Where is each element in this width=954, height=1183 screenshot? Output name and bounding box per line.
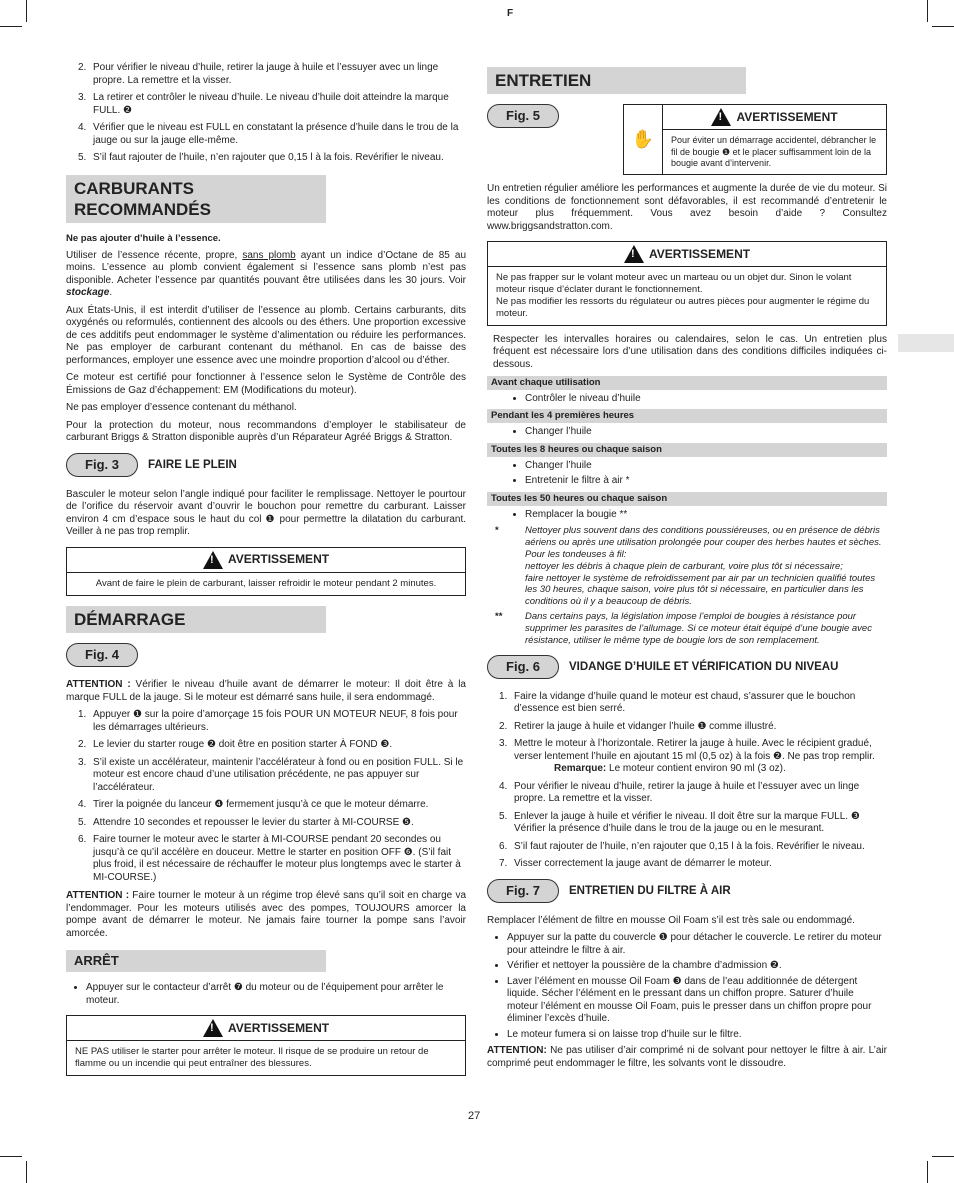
list-item: 2. Retirer la jauge à huile et vidanger l’huile ❶ comme illustré. — [499, 720, 777, 732]
section-title-fuel: CARBURANTS RECOMMANDÉS — [66, 175, 326, 224]
list-item: • Le moteur fumera si on laisse trop d’huile sur le filtre. — [507, 1029, 887, 1042]
list-item: 1. Faire la vidange d’huile quand le moteur est chaud, s’assurer que le bouchon d’essence est bien serré. — [499, 690, 856, 715]
schedule-items — [487, 393, 887, 406]
fig-heading: VIDANGE D’HUILE ET VÉRIFICATION DU NIVEAU — [569, 660, 839, 673]
left-column — [66, 62, 466, 1084]
schedule-header: Toutes les 50 heures ou chaque saison — [487, 492, 887, 506]
section-title-maintenance: ENTRETIEN — [487, 67, 746, 94]
list-item: • Vérifier et nettoyer la poussière de la chambre d’admission ❷. — [507, 960, 887, 973]
warning-text: NE PAS utiliser le starter pour arrêter le moteur. Il risque de se produire un retour de flamme ou un incendie qui peut entraîner des blessures. — [75, 1046, 429, 1070]
warning-text: Avant de faire le plein de carburant, laisser refroidir le moteur pendant 2 minutes. — [95, 577, 437, 589]
fig5-left — [487, 104, 623, 175]
list-item: 7. Visser correctement la jauge avant de démarrer le moteur. — [499, 858, 772, 870]
list-item: • Contrôler le niveau d’huile — [525, 393, 887, 406]
drain-steps — [487, 691, 887, 871]
footnote: * Nettoyer plus souvent dans des conditions poussiéreuses, ou en présence de débris aériens ou après une utilisation prolongée pour couper des herbes hautes et sèches. Pour les tondeuses à fil: nettoyer les débris à chaque plein de carburant, voire plus tôt si nécessaire; faire nettoyer le système de refroidissement par air par un technicien qualifié toutes les 30 heures, chaque saison, voire plus tôt si nécessaire, en particulier dans les conditions où il y a beaucoup de débris. — [495, 525, 882, 608]
filter-list — [487, 932, 887, 1041]
crop-mark — [26, 0, 27, 22]
list-item: • Changer l’huile — [525, 426, 887, 439]
respect-paragraph: Respecter les intervalles horaires ou calendaires, selon le cas. Un entretien plus fréquent est nécessaire lors d’une utilisation dans des conditions difficiles indiquées ci-dessous. — [493, 333, 887, 370]
schedule-header: Avant chaque utilisation — [487, 376, 887, 390]
fig5-warning-content — [663, 105, 886, 174]
crop-mark — [927, 1161, 928, 1183]
fill-paragraph: Basculer le moteur selon l’angle indiqué pour faciliter le remplissage. Nettoyer le pourtour de l’orifice du réservoir avant d’ouvrir le bouchon pour remettre du carburant. Laisser environ 4 cm d’espace sous le haut du col ❶ pour permettre la dilatation du carburant. Veiller à ne pas trop remplir. — [66, 488, 466, 538]
section-title-start: DÉMARRAGE — [66, 606, 326, 633]
fuel-paragraph: Utiliser de l’essence récente, propre, sans plomb ayant un indice d’Octane de 85 au moins. L’essence au plomb convient également si l’essence sans plomb n’est pas disponible. Acheter l’essence par quantités pouvant être utilisées dans les 30 jours. Voir stockage. — [66, 249, 467, 299]
list-item: 3. Mettre le moteur à l’horizontale. Retirer la jauge à huile. Avec le récipient gradué, verser lentement l’huile en ajoutant 15 ml (0,5 oz) à la fois ❷. Ne pas trop remplir. Remarque: Le moteur contient environ 90 ml (3 oz). — [499, 738, 875, 775]
fig6-row — [487, 655, 887, 679]
fuel-paragraph: Ne pas employer d’essence contenant du méthanol. — [66, 402, 297, 414]
fuel-paragraph: Pour la protection du moteur, nous recommandons d’employer le stabilisateur de carburant Briggs & Stratton disponible auprès d’un Réparateur Agréé Briggs & Stratton. — [66, 419, 466, 444]
list-item: 4. Tirer la poignée du lanceur ❹ fermement jusqu’à ce que le moteur démarre. — [78, 799, 429, 810]
attention-note: ATTENTION : Faire tourner le moteur à un régime trop élevé sans qu’il soit en charge va l’endommager. Pour les moteurs utilisés avec des pompes, TOUJOURS amorcer la pompe avant de démarrer le moteur. Ne jamais faire tourner la pompe sans l’avoir amorcée. — [66, 890, 466, 939]
crop-mark — [932, 1156, 954, 1157]
warning-text: Pour éviter un démarrage accidentel, débrancher le fil de bougie ❶ et le placer suffisamment loin de la bougie avant d’intervenir. — [671, 135, 877, 168]
list-item: 5. Enlever la jauge à huile et vérifier le niveau. Il doit être sur la marque FULL. ❸ Vérifier la présence d’huile dans le trou de la jauge ou en le mesurant. — [499, 810, 860, 835]
warning-icon: ! — [203, 551, 223, 569]
footnote: ** Dans certains pays, la législation impose l’emploi de bougies à résistance pour supprimer les parasites de l’allumage. Si ce moteur était équipé d’une bougie avec résistance, utiliser le même type de bougie lors de son remplacement. — [495, 611, 872, 646]
start-steps — [66, 709, 466, 884]
fig-heading: ENTRETIEN DU FILTRE À AIR — [569, 884, 731, 897]
crop-mark — [927, 0, 928, 22]
schedule-header: Pendant les 4 premières heures — [487, 409, 887, 423]
page-number: 27 — [468, 1110, 481, 1122]
list-item: • Changer l’huile — [525, 460, 887, 473]
list-item: 6. S’il faut rajouter de l’huile, n’en rajouter que 0,15 l à la fois. Revérifier le niveau. — [499, 840, 865, 852]
header-letter: F — [507, 8, 514, 19]
warning-icon: ! — [203, 1019, 223, 1037]
fuel-paragraph: Ce moteur est certifié pour fonctionner à l’essence selon le Système de Contrôle des Émissions de Gaz d’échappement: EM (Modifications du moteur). — [66, 372, 466, 396]
crop-mark — [932, 26, 954, 27]
spark-plug-icon: ✋ — [624, 105, 663, 174]
fig4-row — [66, 643, 466, 667]
fuel-bold: Ne pas ajouter d’huile à l’essence. — [66, 233, 221, 244]
filter-paragraph: Remplacer l’élément de filtre en mousse Oil Foam s’il est très sale ou endommagé. — [487, 914, 855, 926]
schedule-header: Toutes les 8 heures ou chaque saison — [487, 443, 887, 457]
section-title-stop: ARRÊT — [66, 950, 326, 972]
warning-box — [66, 547, 466, 596]
fig-label: Fig. 6 — [487, 655, 559, 679]
warning-box — [487, 241, 887, 326]
list-item: 3. S’il existe un accélérateur, maintenir l’accélérateur à fond ou en position FULL. Si le moteur est encore chaud d’une utilisation précédente, ne pas appuyer sur l’accélérateur. — [78, 756, 464, 793]
list-item: • Laver l’élément en mousse Oil Foam ❸ dans de l’eau additionnée de détergent liquide. Sécher l’élément en le pressant dans un chiffon propre. Saturer d’huile moteur l’élément en mousse Oil Foam, puis le presser dans un chiffon propre pour éliminer l’excès d’huile. — [507, 976, 887, 1026]
schedule-items — [487, 460, 887, 488]
list-item: 1. Appuyer ❶ sur la poire d’amorçage 15 fois POUR UN MOTEUR NEUF, 8 fois pour les démarrages ultérieurs. — [78, 709, 458, 733]
warning-box — [66, 1015, 466, 1076]
list-item: 5. S’il faut rajouter de l’huile, n’en rajouter que 0,15 l à la fois. Revérifier le niveau. — [78, 152, 444, 163]
list-item: 4. Pour vérifier le niveau d’huile, retirer la jauge à huile et l’essuyer avec un linge propre. La remettre et la visser. — [499, 780, 860, 805]
list-item: 6. Faire tourner le moteur avec le starter à MI-COURSE pendant 20 secondes ou jusqu’à ce qu’il accélère en douceur. Mettre le starter en position OFF ❻. (S’il fait plus froid, il est nécessaire de réchauffer le moteur plus longtemps avec le starter à MI-COURSE.) — [78, 834, 461, 883]
fig-label: Fig. 7 — [487, 879, 559, 903]
side-tab — [898, 334, 954, 352]
oil-check-steps — [66, 62, 466, 165]
list-item: • Appuyer sur le contacteur d’arrêt ❼ du moteur ou de l’équipement pour arrêter le moteur. — [86, 982, 466, 1007]
fig7-row — [487, 879, 887, 903]
schedule-items — [487, 426, 887, 439]
attention-note: ATTENTION : Vérifier le niveau d’huile avant de démarrer le moteur: Il doit être à la marque FULL de la jauge. Si le moteur est démarré sans huile, il sera endommagé. — [66, 679, 466, 703]
crop-mark — [0, 26, 22, 27]
list-item: 4. Vérifier que le niveau est FULL en constatant la présence d’huile dans le trou de la jauge ou sur la jauge elle-même. — [78, 122, 459, 146]
fig-label: Fig. 4 — [66, 643, 138, 667]
warning-icon: ! — [711, 108, 731, 126]
attention-note: ATTENTION: Ne pas utiliser d’air comprimé ni de solvant pour nettoyer le filtre à air. L’air comprimé peut endommager le filtre, les solvants vont le dissoudre. — [487, 1045, 887, 1069]
warning-header: ! AVERTISSEMENT — [663, 105, 886, 130]
warning-text: Ne pas frapper sur le volant moteur avec un marteau ou un objet dur. Sinon le volant moteur risque d’éclater durant le fonctionnement. Ne pas modifier les ressorts du régulateur ou autres pièces pour augmenter le régime du moteur. — [496, 272, 870, 319]
warning-icon: ! — [624, 245, 644, 263]
list-item: 5. Attendre 10 secondes et repousser le levier du starter à MI-COURSE ❺. — [78, 816, 414, 828]
warning-header: ! AVERTISSEMENT — [488, 242, 886, 267]
fig-heading: FAIRE LE PLEIN — [148, 458, 237, 471]
list-item: 3. La retirer et contrôler le niveau d’huile. Le niveau d’huile doit atteindre la marque FULL. ❷ — [78, 92, 449, 116]
list-item: • Remplacer la bougie ** — [525, 509, 887, 522]
schedule-table — [487, 376, 887, 521]
fuel-paragraph: Aux États-Unis, il est interdit d’utiliser de l’essence au plomb. Certains carburants, dits oxygénés ou reformulés, contiennent des alcools ou des éthers. Une proportion excessive de ces additifs peut endommager le système d’alimentation ou réduire les performances. Ne pas employer de carburant contenant du méthanol. En cas de baisse des performances, employer une essence avec une moindre proportion d’alcool ou d’éther. — [66, 304, 466, 366]
list-item: • Entretenir le filtre à air * — [525, 475, 887, 488]
fig3-row — [66, 453, 466, 477]
crop-mark — [0, 1156, 22, 1157]
warning-header: ! AVERTISSEMENT — [67, 1016, 465, 1041]
list-item: 2. Le levier du starter rouge ❷ doit être en position starter À FOND ❸. — [78, 739, 393, 750]
list-item: 2. Pour vérifier le niveau d’huile, retirer la jauge à huile et l’essuyer avec un linge propre. La remettre et la visser. — [78, 62, 439, 86]
fig-label: Fig. 5 — [487, 104, 559, 128]
fig-label: Fig. 3 — [66, 453, 138, 477]
schedule-items — [487, 509, 887, 522]
stop-list — [66, 982, 466, 1007]
crop-mark — [26, 1161, 27, 1183]
fig5-block — [487, 104, 887, 175]
right-column — [487, 62, 887, 1075]
fig5-warning — [623, 104, 887, 175]
warning-header: ! AVERTISSEMENT — [67, 548, 465, 573]
list-item: • Appuyer sur la patte du couvercle ❶ pour détacher le couvercle. Le retirer du moteur pour atteindre le filtre à air. — [507, 932, 887, 957]
maintenance-paragraph: Un entretien régulier améliore les performances et augmente la durée de vie du moteur. Si les conditions de fonctionnement sont défavorables, il est recommandé d’entretenir le moteur plus fréquemment. Vous avez besoin d’aide ? Consultez www.briggsandstratton.com. — [487, 183, 887, 232]
